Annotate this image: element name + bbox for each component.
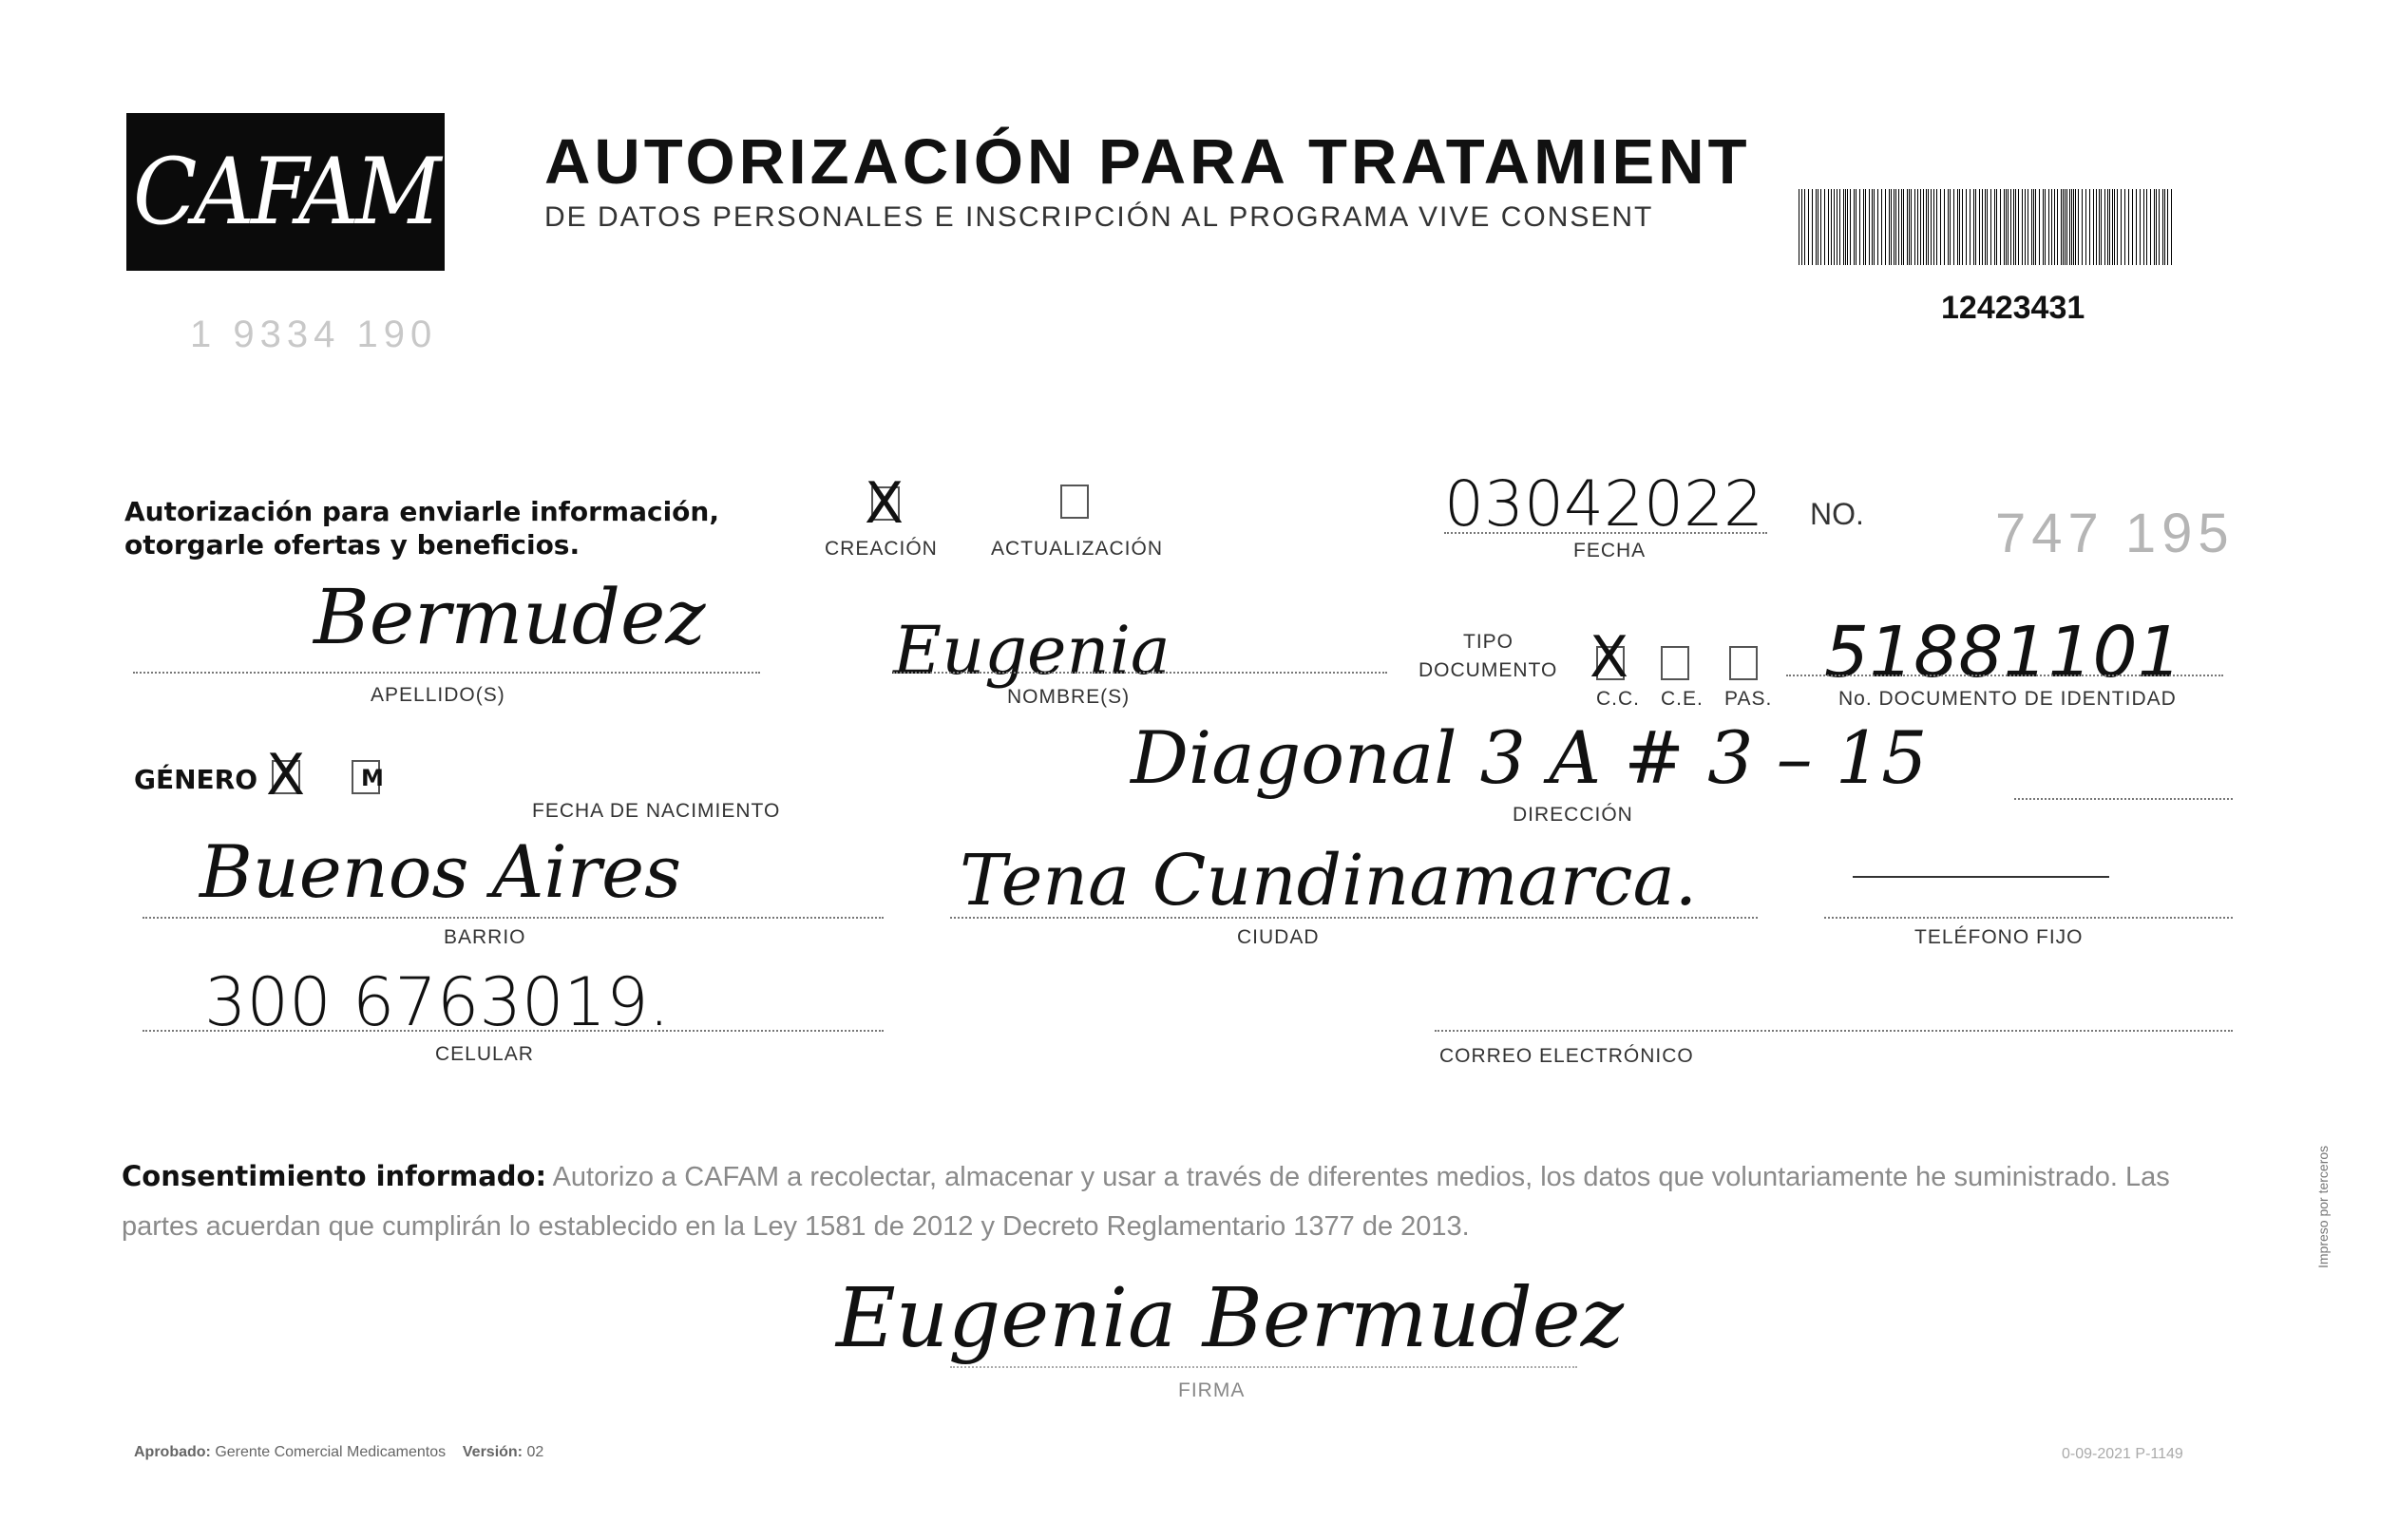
genero-f-mark: X (266, 742, 306, 808)
consent-paragraph (122, 1151, 2250, 1251)
tipo-documento-label-1: TIPO (1463, 631, 1514, 653)
consent-body: Autorizo a CAFAM a recolectar, almacenar y usar a través de diferentes medios, los datos que voluntariamente he suministrado. Las partes acuerdan que cumplirán lo establecido en la Ley 1581 de 2012 y Decreto Reglamentario 1377 de 2013. (122, 1162, 2170, 1242)
cc-mark: X (1590, 624, 1629, 691)
barrio-value: Buenos Aires (200, 829, 682, 914)
direccion-line (2014, 798, 2233, 800)
celular-value: 300 6763019. (204, 963, 670, 1041)
documento-value: 51881101 (1824, 612, 2182, 694)
fecha-line (1444, 532, 1767, 534)
authorization-text-line2: otorgarle ofertas y beneficios. (124, 529, 581, 561)
ce-checkbox[interactable] (1661, 646, 1689, 680)
ce-label: C.E. (1661, 688, 1704, 710)
signature-line (950, 1366, 1577, 1368)
direccion-value: Diagonal 3 A # 3 – 15 (1131, 715, 1928, 800)
aprobado-label: Aprobado: (134, 1444, 211, 1460)
signature-value: Eugenia Bermudez (836, 1271, 1625, 1366)
fecha-nacimiento-label: FECHA DE NACIMIENTO (532, 800, 781, 822)
apellidos-value: Bermudez (314, 573, 706, 661)
tipo-documento-label-2: DOCUMENTO (1418, 659, 1558, 681)
telefono-line (1824, 917, 2233, 919)
authorization-text-line1: Autorización para enviarle información, (124, 496, 719, 527)
creacion-label: CREACIÓN (825, 538, 938, 560)
barcode (1799, 189, 2179, 265)
version-label: Versión: (462, 1444, 524, 1460)
ciudad-line (950, 917, 1758, 919)
direccion-label: DIRECCIÓN (1513, 804, 1633, 826)
side-text: Impreso por terceros (2315, 1145, 2331, 1268)
correo-line (1435, 1030, 2233, 1032)
documento-label: No. DOCUMENTO DE IDENTIDAD (1838, 688, 2177, 710)
fecha-label: FECHA (1573, 540, 1647, 561)
consent-heading: Consentimiento informado: (122, 1160, 547, 1192)
actualizacion-checkbox[interactable] (1060, 485, 1089, 519)
signature-label: FIRMA (1178, 1379, 1246, 1401)
actualizacion-label: ACTUALIZACIÓN (991, 538, 1164, 560)
form-subtitle: DE DATOS PERSONALES E INSCRIPCIÓN AL PROGRAMA VIVE CONSENT (544, 201, 1654, 233)
footer-aprobado (134, 1444, 543, 1461)
footer-code: 0-09-2021 P-1149 (2062, 1446, 2183, 1462)
form-title: AUTORIZACIÓN PARA TRATAMIENT (544, 126, 1751, 198)
nombres-value: Eugenia (893, 612, 1171, 690)
cc-label: C.C. (1596, 688, 1640, 710)
pas-label: PAS. (1724, 688, 1773, 710)
fecha-value: 03042022 (1444, 467, 1763, 541)
version-value: 02 (526, 1444, 544, 1460)
apellidos-line (133, 672, 760, 674)
correo-label: CORREO ELECTRÓNICO (1439, 1045, 1694, 1067)
ciudad-label: CIUDAD (1237, 926, 1320, 948)
telefono-label: TELÉFONO FIJO (1914, 926, 2084, 948)
nombres-label: NOMBRE(S) (1007, 686, 1131, 708)
creacion-mark: X (865, 470, 904, 537)
telefono-dash (1853, 876, 2109, 878)
barcode-number: 12423431 (1941, 290, 2085, 326)
genero-label: GÉNERO (134, 764, 258, 795)
aprobado-value: Gerente Comercial Medicamentos (215, 1444, 447, 1460)
celular-line (143, 1030, 884, 1032)
ciudad-value: Tena Cundinamarca. (960, 840, 1698, 922)
pas-checkbox[interactable] (1729, 646, 1758, 680)
barrio-label: BARRIO (444, 926, 526, 948)
no-value: 747 195 (1995, 503, 2235, 564)
genero-m-label: M (361, 765, 384, 791)
no-label: NO. (1810, 497, 1864, 531)
nombres-line (893, 672, 1387, 674)
barrio-line (143, 917, 884, 919)
documento-line (1786, 675, 2223, 676)
cafam-logo (126, 113, 445, 271)
faint-stamp: 1 9334 190 (190, 314, 438, 355)
celular-label: CELULAR (435, 1043, 534, 1065)
logo-text: CAFAM (133, 139, 438, 245)
apellidos-label: APELLIDO(S) (371, 684, 505, 706)
